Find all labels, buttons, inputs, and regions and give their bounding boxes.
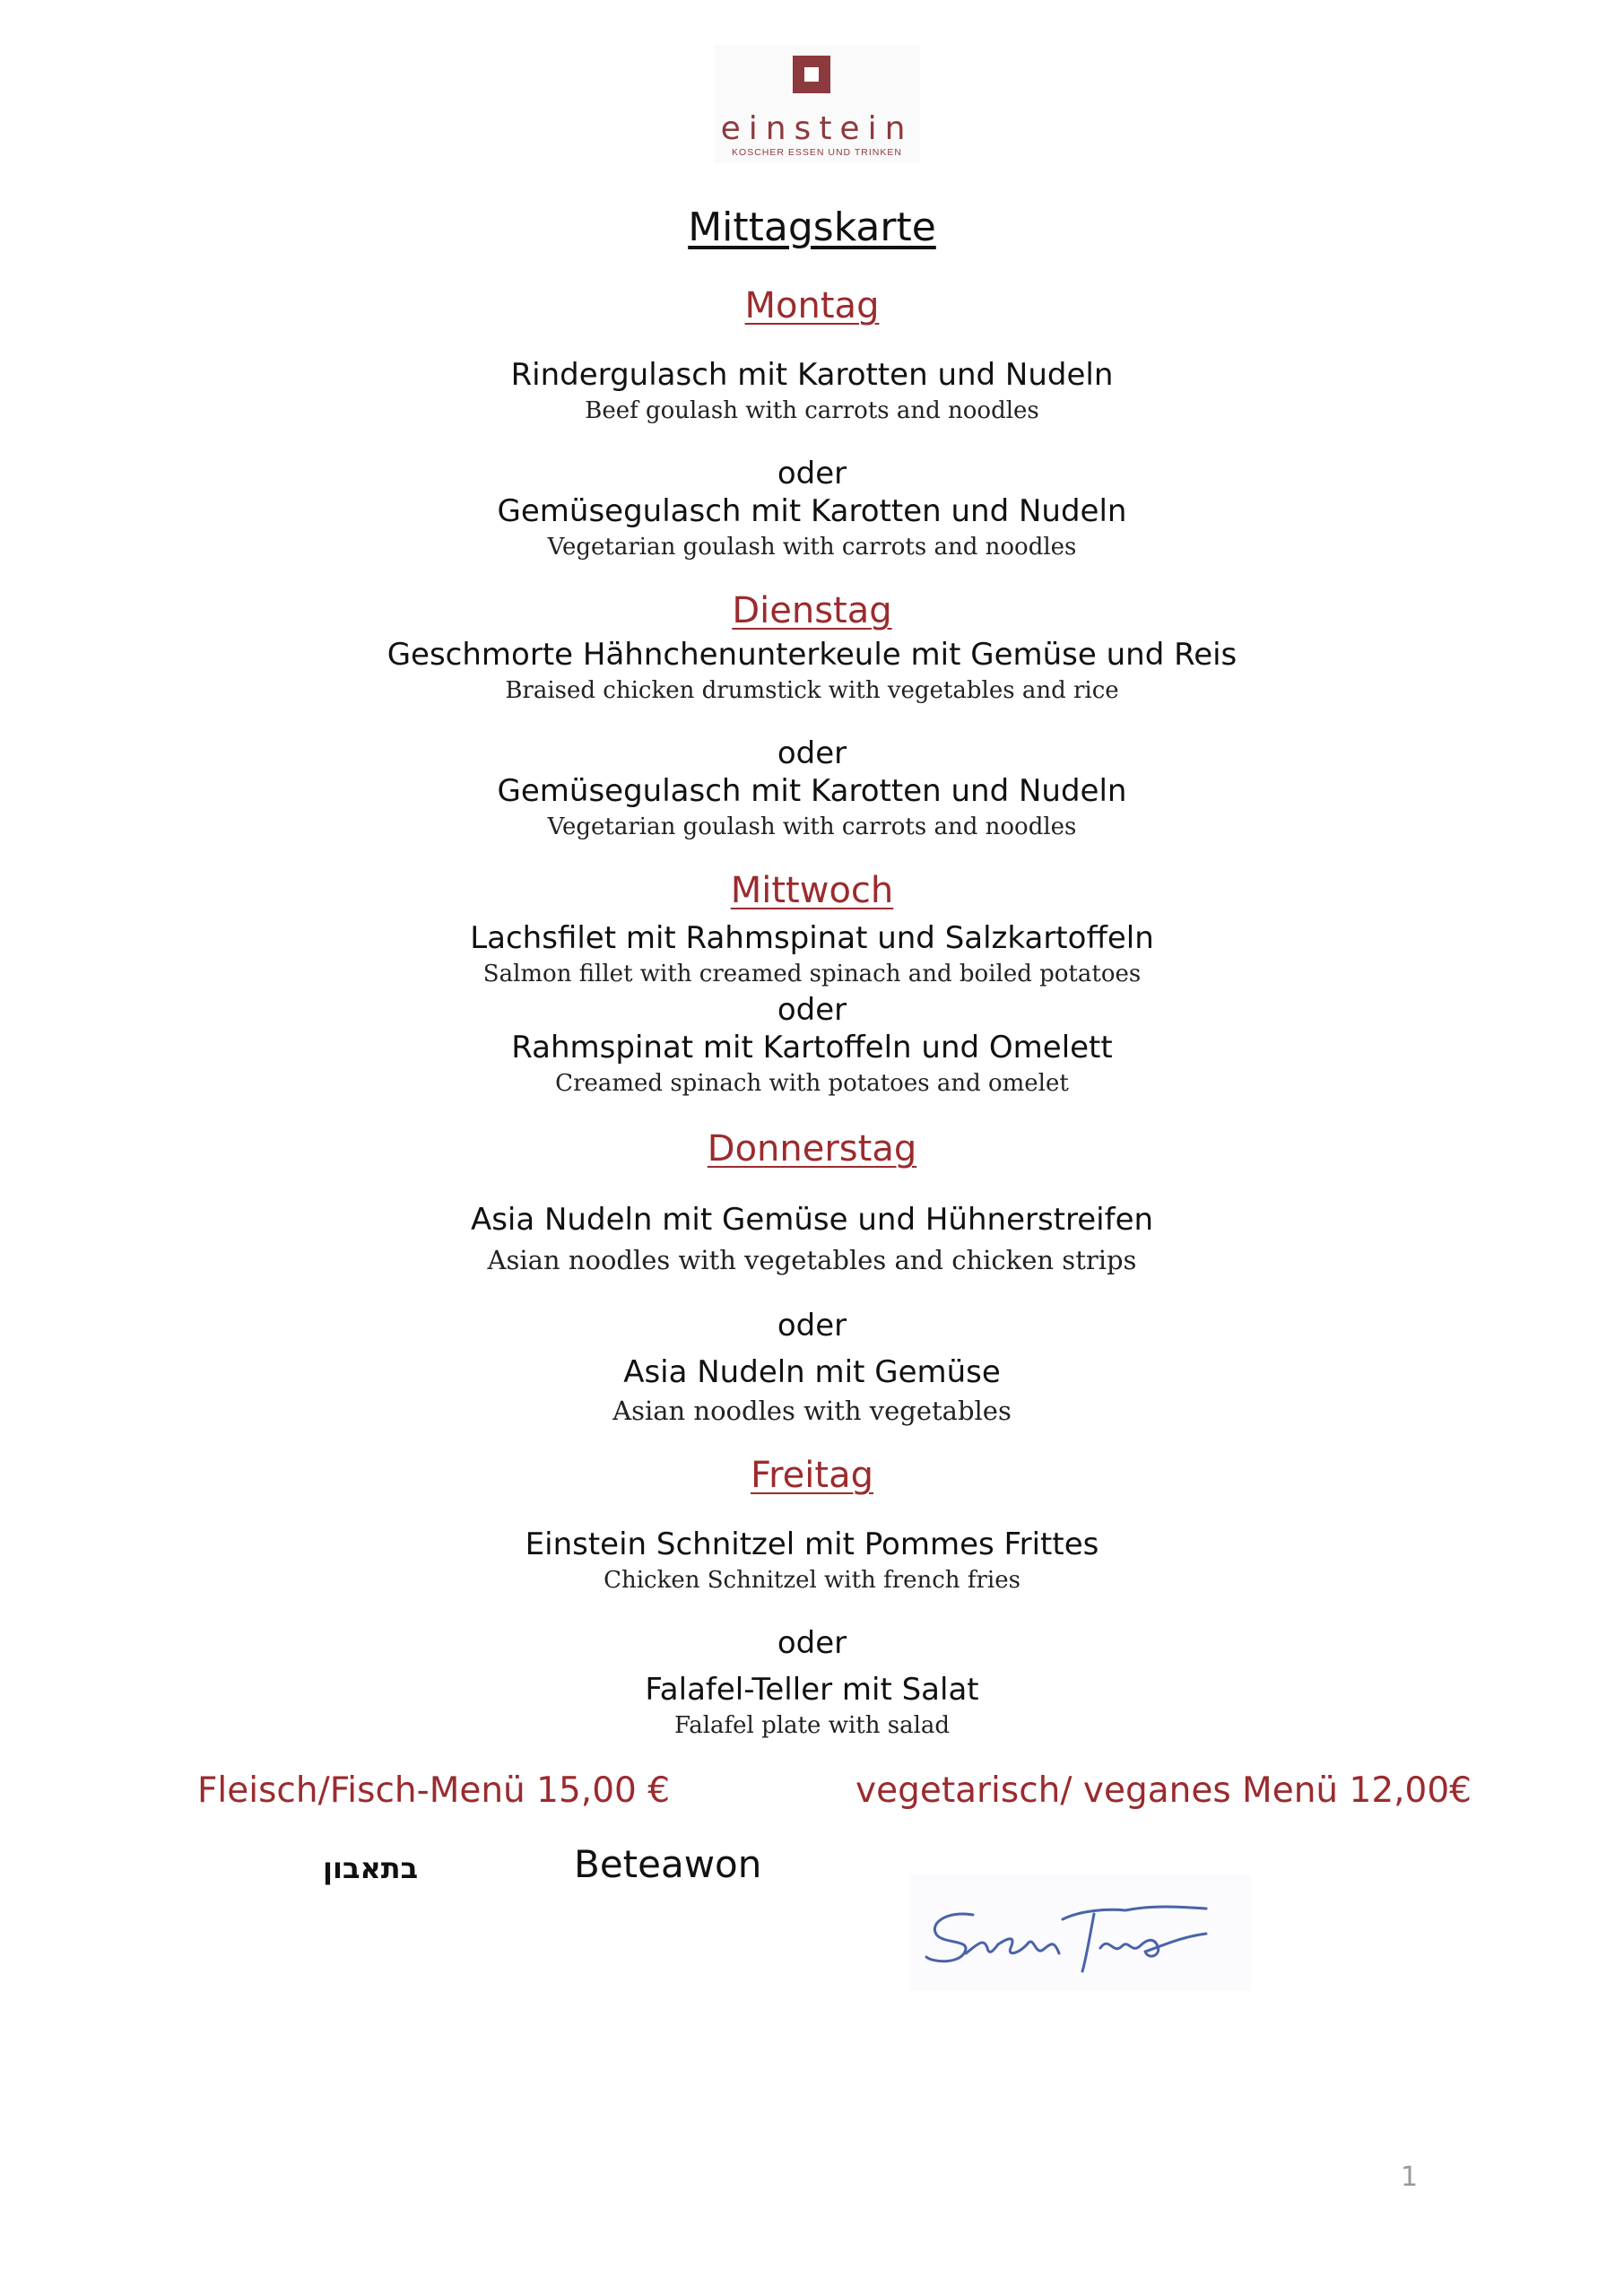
closing-hebrew: בתאבון — [323, 1851, 419, 1885]
dish-name: Falafel-Teller mit Salat — [645, 1672, 979, 1708]
page-title: Mittagskarte — [688, 204, 936, 250]
dish-translation: Beef goulash with carrots and noodles — [585, 397, 1039, 424]
dish-translation: Salmon fillet with creamed spinach and boiled potatoes — [482, 961, 1142, 987]
einstein-logo — [714, 45, 920, 163]
dish-name: Geschmorte Hähnchenunterkeule mit Gemüse und Reis — [386, 637, 1238, 673]
dish-translation: Braised chicken drumstick with vegetables and rice — [505, 677, 1119, 704]
dish-name: Gemüsegulasch mit Karotten und Nudeln — [497, 493, 1127, 529]
dish-translation: Chicken Schnitzel with french fries — [604, 1567, 1020, 1594]
signature-icon — [910, 1874, 1251, 1991]
dish-name: Einstein Schnitzel mit Pommes Frittes — [525, 1526, 1099, 1562]
dish-name: Asia Nudeln mit Gemüse und Hühnerstreifen — [470, 1202, 1154, 1238]
or-separator: oder — [777, 735, 847, 771]
logo-square-icon — [793, 56, 830, 93]
handwritten-signature — [910, 1874, 1251, 1991]
day-heading-dienstag: Dienstag — [732, 590, 892, 631]
dish-translation: Vegetarian goulash with carrots and noodles — [547, 813, 1077, 840]
closing-beteawon: Beteawon — [574, 1842, 762, 1886]
day-heading-montag: Montag — [744, 285, 880, 326]
or-separator: oder — [777, 456, 847, 491]
or-separator: oder — [777, 1625, 847, 1661]
dish-name: Gemüsegulasch mit Karotten und Nudeln — [497, 773, 1127, 809]
price-meat-fish-menu: Fleisch/Fisch-Menü 15,00 € — [197, 1770, 671, 1811]
logo-tagline: KOSCHER ESSEN UND TRINKEN — [732, 147, 902, 158]
or-separator: oder — [777, 992, 847, 1028]
dish-translation: Vegetarian goulash with carrots and noodles — [547, 534, 1077, 561]
dish-translation: Creamed spinach with potatoes and omelet — [555, 1070, 1069, 1097]
price-vegetarian-menu: vegetarisch/ veganes Menü 12,00€ — [855, 1770, 1472, 1811]
dish-name: Rahmspinat mit Kartoffeln und Omelett — [511, 1030, 1113, 1065]
day-heading-freitag: Freitag — [751, 1455, 873, 1496]
or-separator: oder — [777, 1308, 847, 1344]
dish-translation: Asian noodles with vegetables — [612, 1396, 1012, 1426]
logo-wordmark: einstein — [720, 110, 914, 147]
dish-translation: Asian noodles with vegetables and chicken strips — [487, 1245, 1137, 1275]
dish-translation: Falafel plate with salad — [673, 1712, 951, 1739]
dish-name: Asia Nudeln mit Gemüse — [623, 1354, 1001, 1390]
day-heading-mittwoch: Mittwoch — [730, 870, 894, 911]
dish-name: Lachsfilet mit Rahmspinat und Salzkartoffeln — [470, 920, 1154, 956]
dish-name: Rindergulasch mit Karotten und Nudeln — [510, 357, 1114, 393]
day-heading-donnerstag: Donnerstag — [707, 1128, 917, 1170]
page-number: 1 — [1401, 2161, 1419, 2193]
